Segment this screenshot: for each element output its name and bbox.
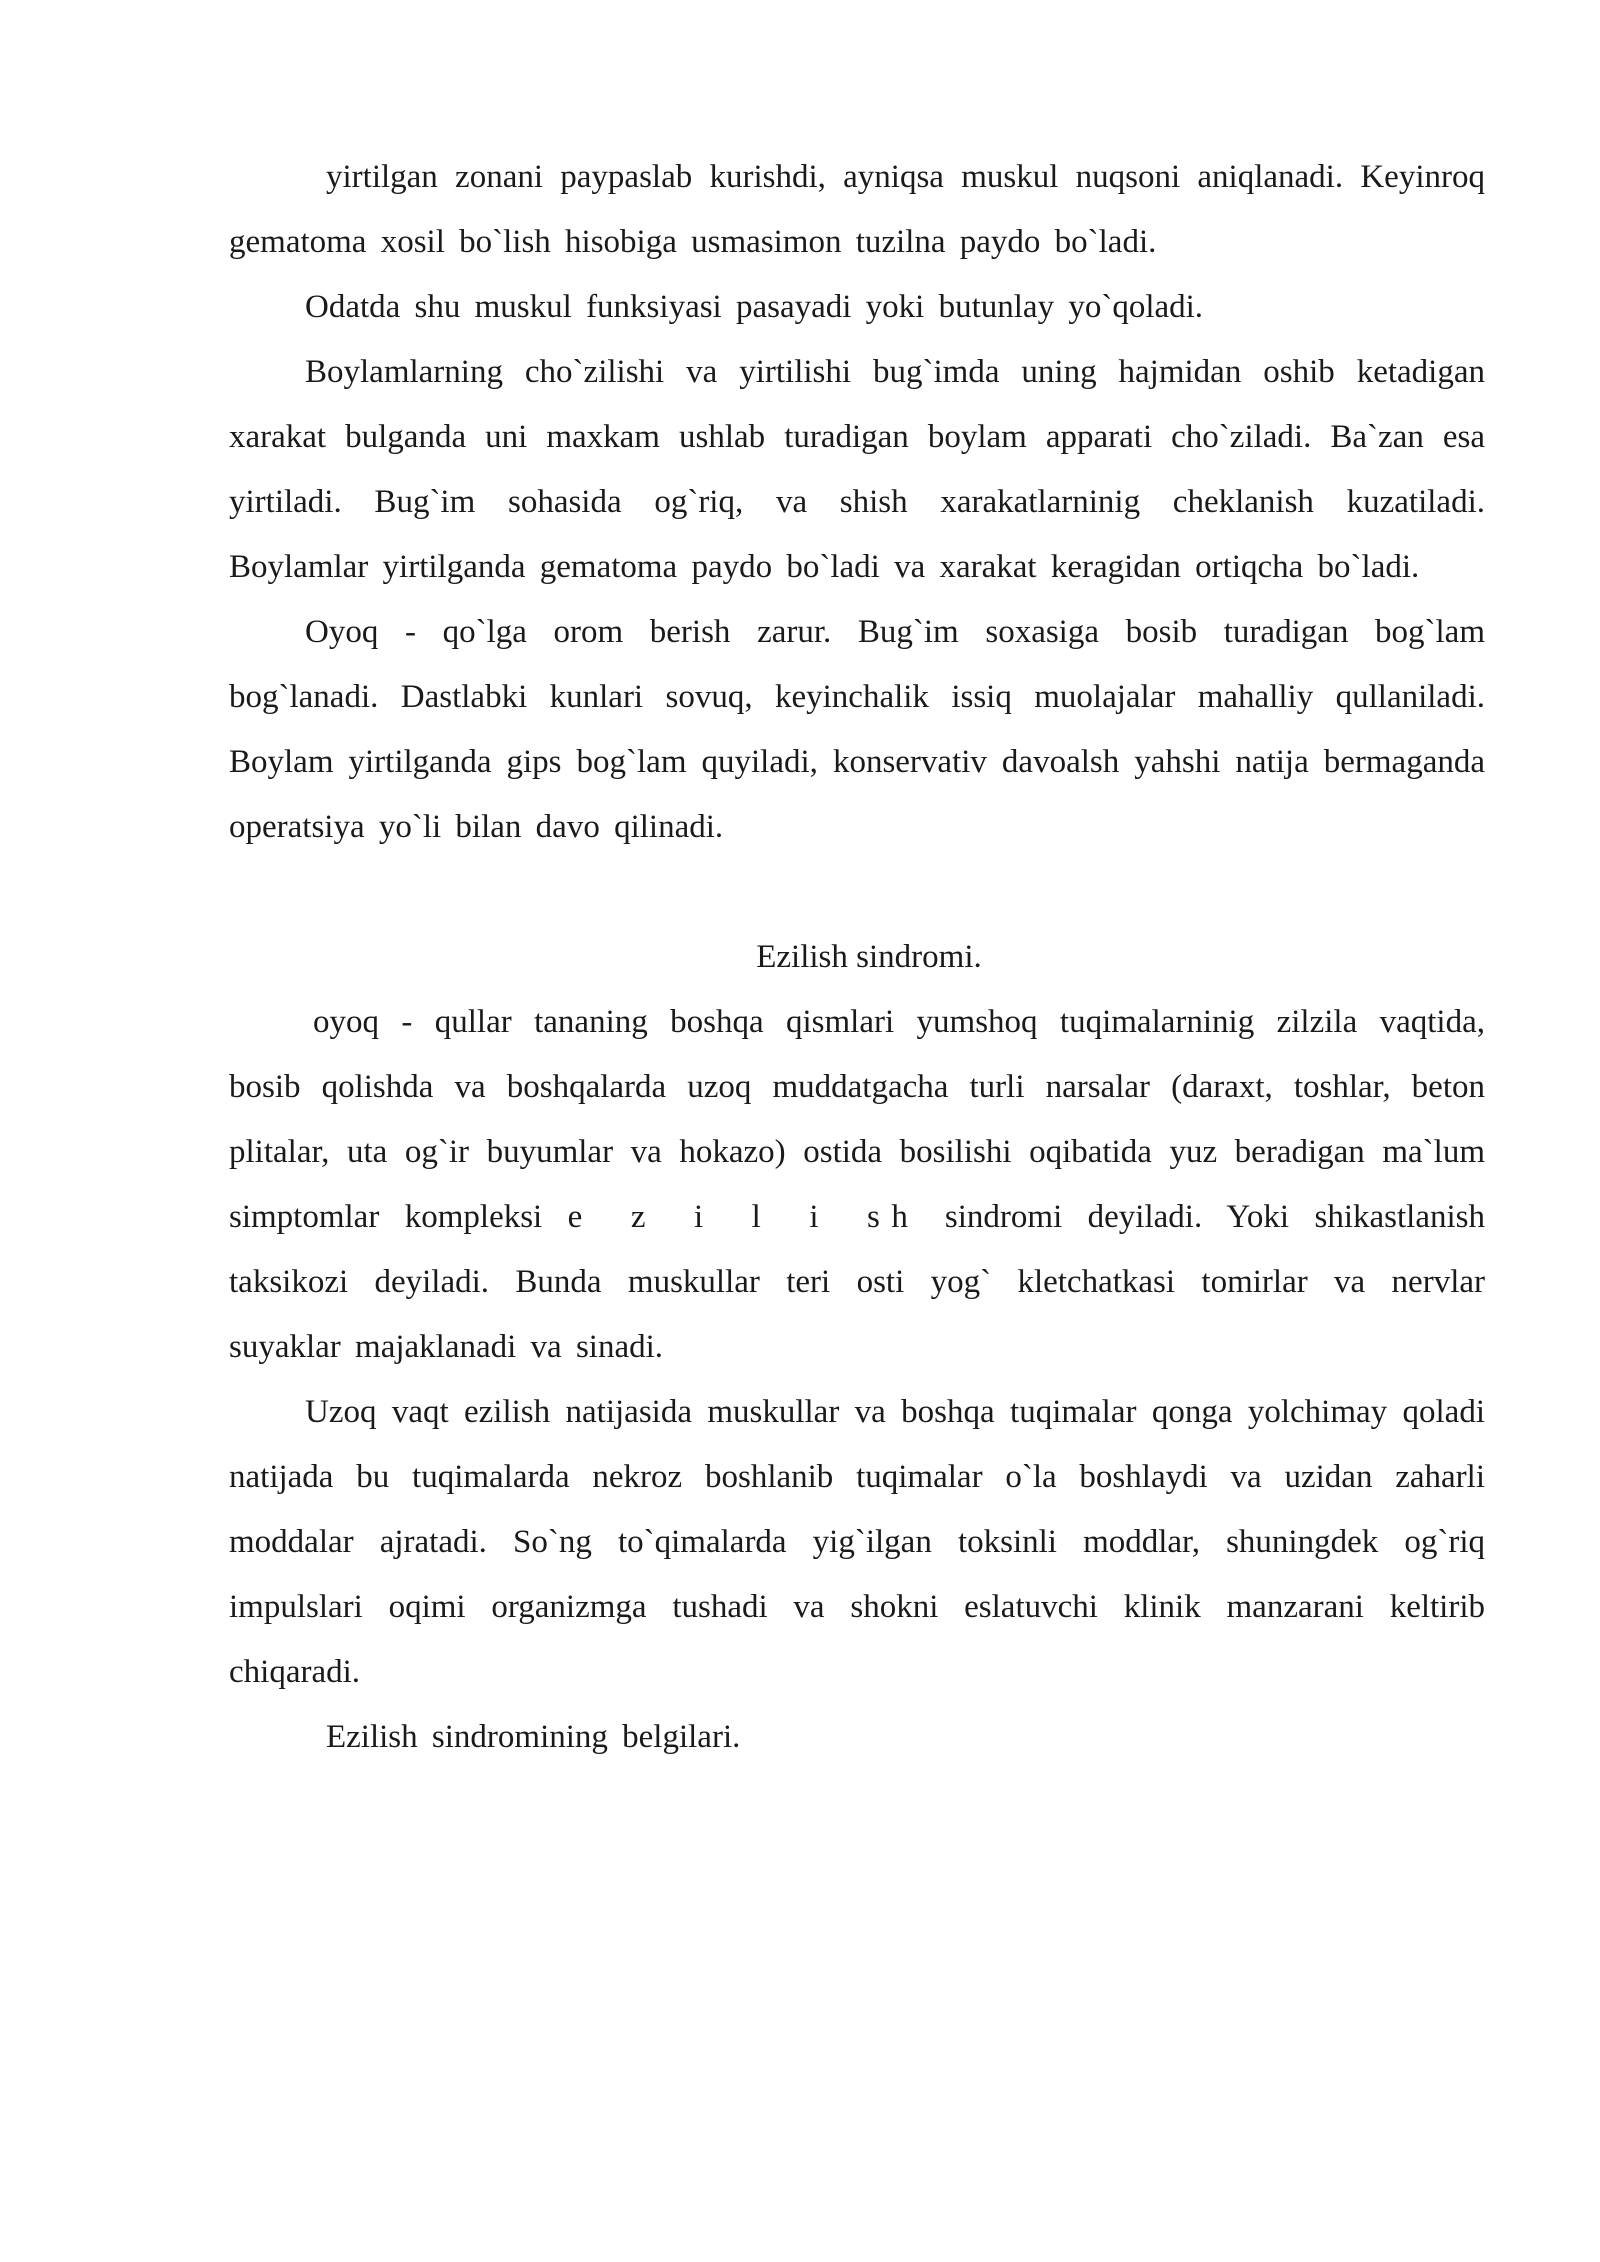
paragraph-crush-definition (229, 990, 1485, 1380)
crush-definition-start: oyoq - qullar tananing boshqa qismlari yumshoq tuqimalarninig zilzila vaqtida, bosib qolishda va boshqalarda uzoq muddatgacha turli narsalar (daraxt, toshlar, beton plitalar, uta og`ir buyumlar va hokazo) ostida bosilishi oqibatida yuz beradigan ma`lum simptomlar kompleksi (229, 1004, 1485, 1235)
section-heading: Ezilish sindromi. (756, 939, 982, 975)
paragraph-crush-mechanism: Uzoq vaqt ezilish natijasida muskullar va boshqa tuqimalar qonga yolchimay qoladi natijada bu tuqimalarda nekroz boshlanib tuqimalar o`la boshlaydi va uzidan zaharli moddalar ajratadi. So`ng to`qimalarda yig`ilgan toksinli moddlar, shuningdek og`riq impulslari oqimi organizmga tushadi va shokni eslatuvchi klinik manzarani keltirib chiqaradi. (229, 1394, 1485, 1690)
paragraph-ligament-injury: Boylamlarning cho`zilishi va yirtilishi bug`imda uning hajmidan oshib ketadigan xarakat bulganda uni maxkam ushlab turadigan boylam apparati cho`ziladi. Ba`zan esa yirtiladi. Bug`im sohasida og`riq, va shish xarakatlarninig cheklanish kuzatiladi. Boylamlar yirtilganda gematoma paydo bo`ladi va xarakat keragidan ortiqcha bo`ladi. (229, 354, 1485, 585)
closing-heading: Ezilish sindromining belgilari. (326, 1719, 741, 1755)
blank-line (229, 860, 1485, 925)
crush-term-spaced: e z i l i sh (567, 1199, 920, 1235)
document-body (229, 145, 1485, 1770)
crush-definition-end: sindromi deyiladi. Yoki shikastlanish taksikozi deyiladi. Bunda muskullar teri osti yog` kletchatkasi tomirlar va nervlar suyaklar majaklanadi va sinadi. (229, 1199, 1486, 1365)
paragraph-torn-muscle: yirtilgan zonani paypaslab kurishdi, ayniqsa muskul nuqsoni aniqlanadi. Keyinroq gematoma xosil bo`lish hisobiga usmasimon tuzilna paydo bo`ladi. (229, 159, 1485, 260)
paragraph-ligament-treatment: Oyoq - qo`lga orom berish zarur. Bug`im soxasiga bosib turadigan bog`lam bog`lanadi. Dastlabki kunlari sovuq, keyinchalik issiq muolajalar mahalliy qullaniladi. Boylam yirtilganda gips bog`lam quyiladi, konservativ davoalsh yahshi natija bermaganda operatsiya yo`li bilan davo qilinadi. (229, 614, 1485, 845)
paragraph-muscle-function: Odatda shu muskul funksiyasi pasayadi yoki butunlay yo`qoladi. (305, 289, 1204, 325)
